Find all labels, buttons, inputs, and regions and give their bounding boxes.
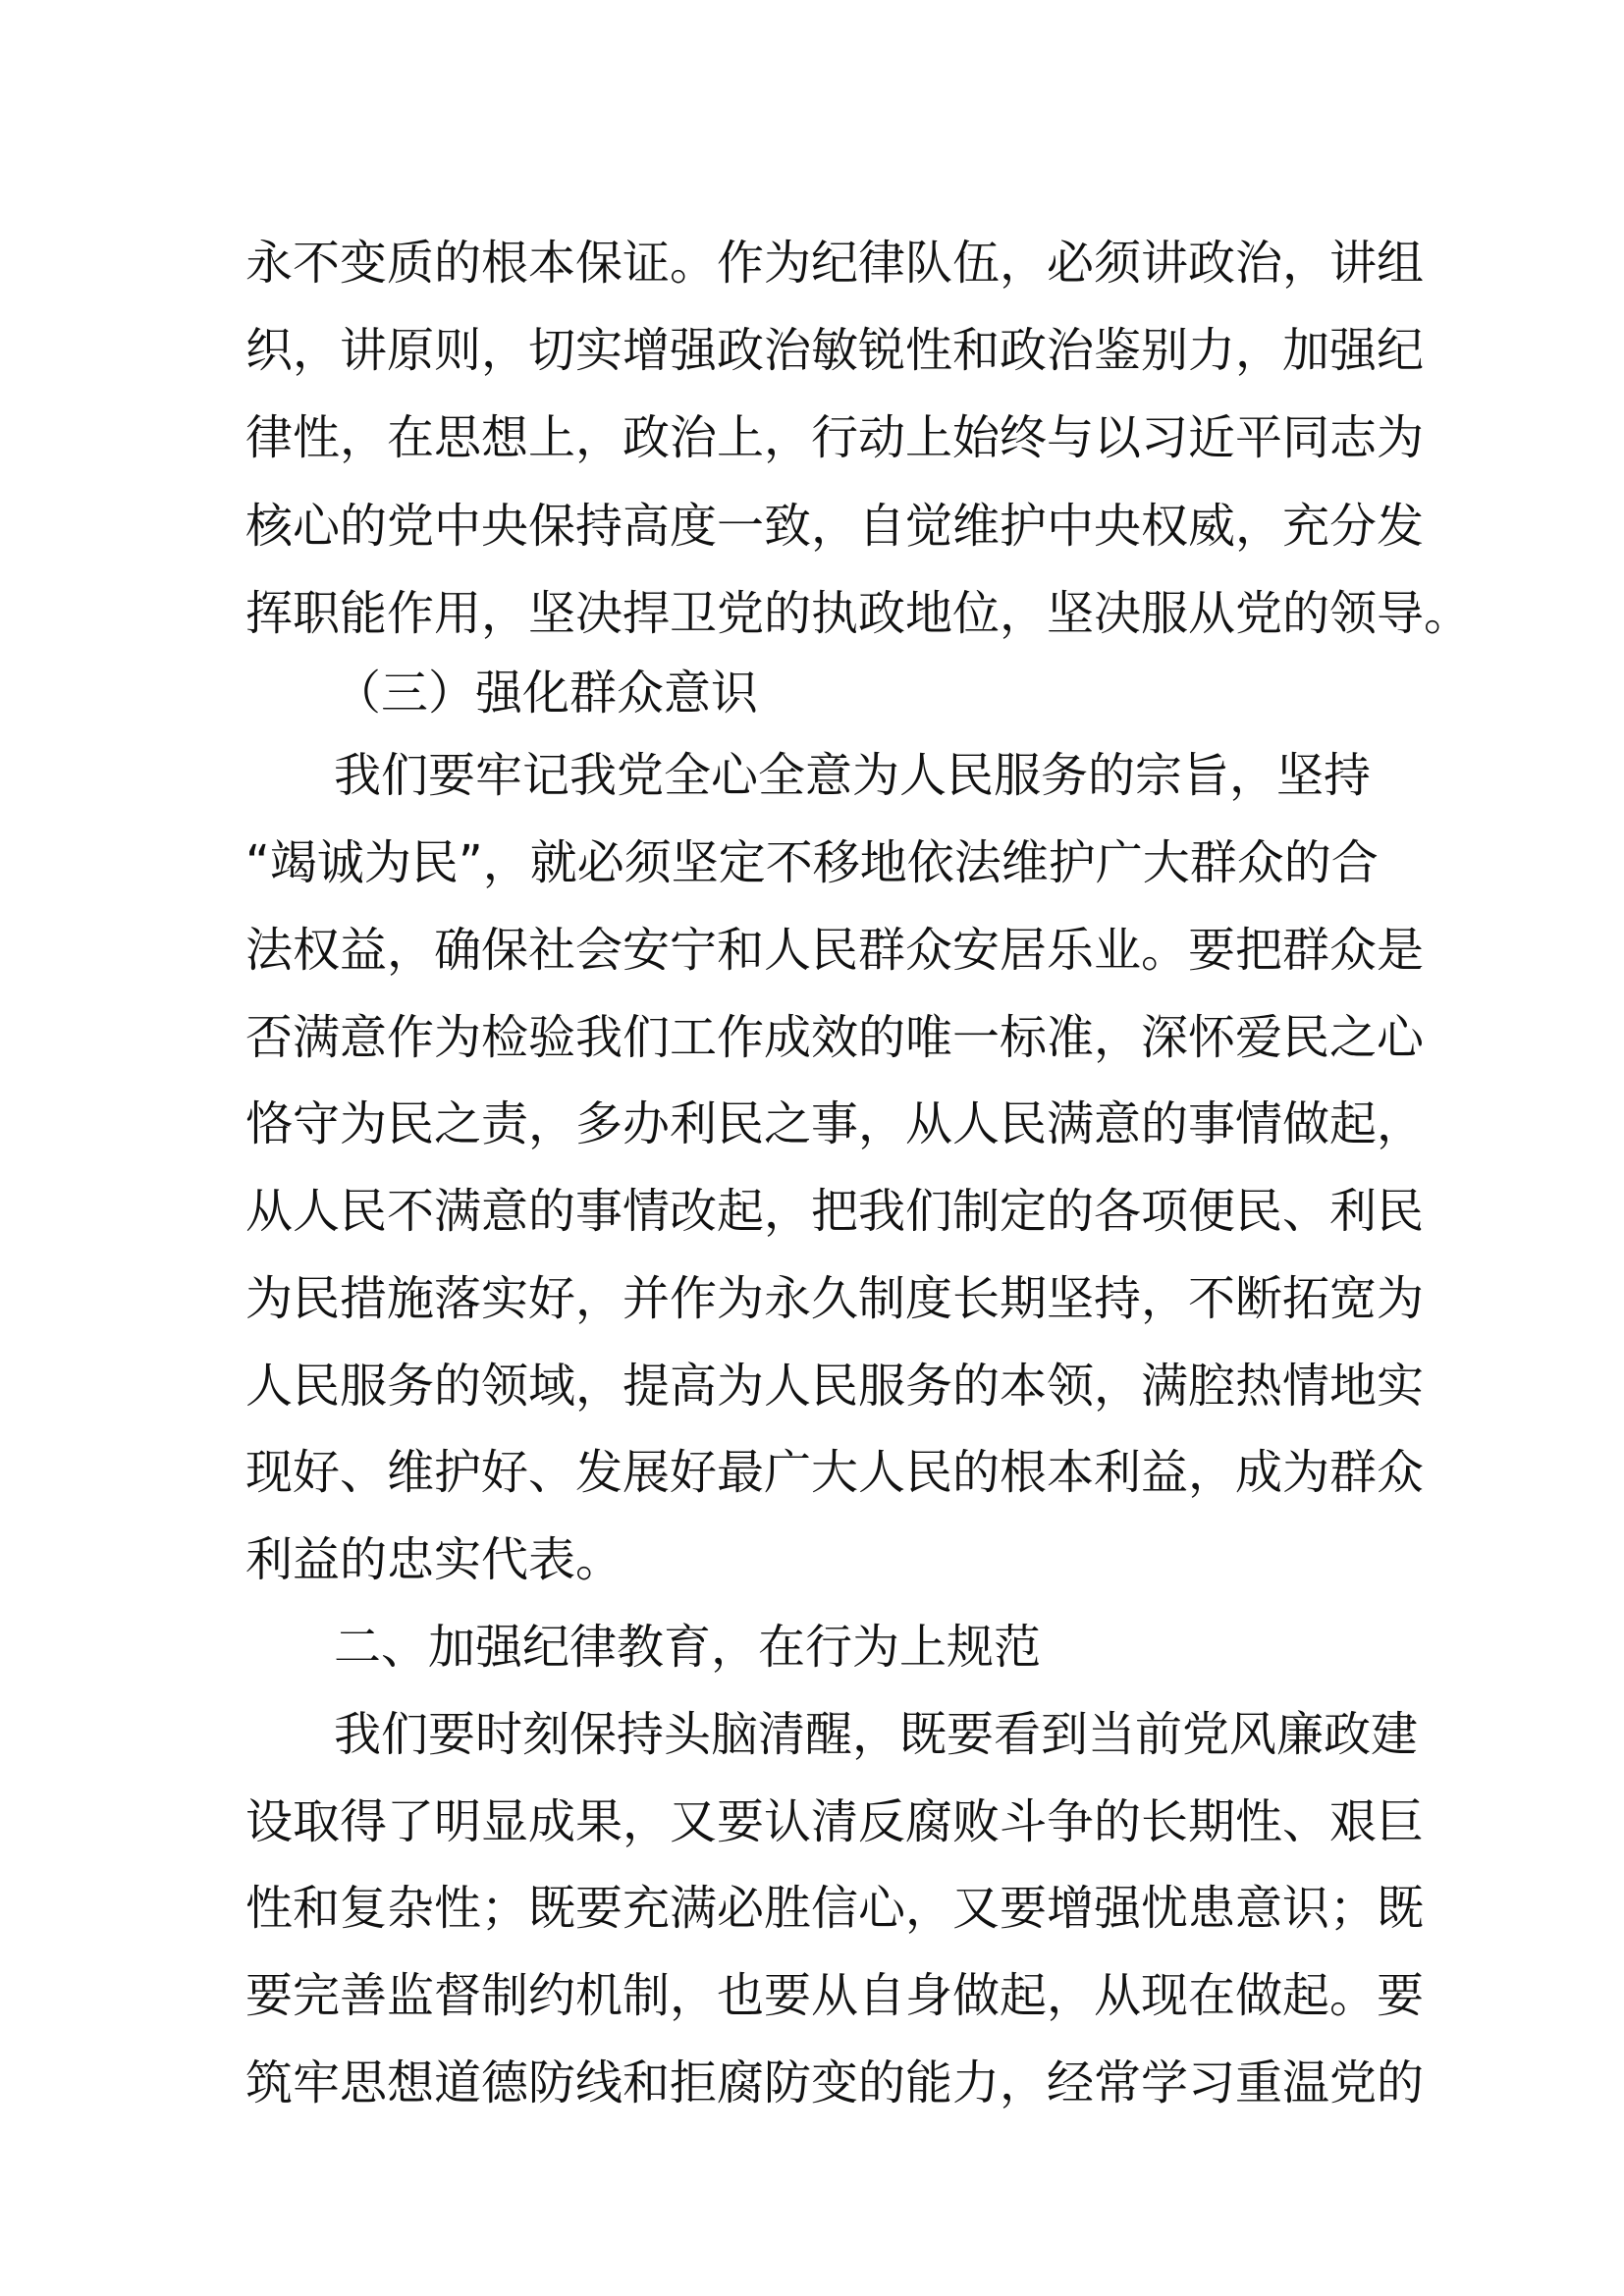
body-text-line: 要完善监督制约机制，也要从自身做起，从现在做起。要: [245, 1968, 1425, 2023]
body-text-line: 为民措施落实好，并作为永久制度长期坚持，不断拓宽为: [245, 1271, 1425, 1326]
body-text-line: 核心的党中央保持高度一致，自觉维护中央权威，充分发: [245, 499, 1425, 554]
body-text-line: 挥职能作用，坚决捍卫党的执政地位，坚决服从党的领导。: [245, 586, 1472, 641]
paragraph-first-line: 我们要时刻保持头脑清醒，既要看到当前党风廉政建: [334, 1707, 1419, 1762]
section-heading: 二、加强纪律教育，在行为上规范: [334, 1620, 1042, 1675]
section-heading: （三）强化群众意识: [334, 666, 759, 721]
body-text-line: 永不变质的根本保证。作为纪律队伍，必须讲政治，讲组: [245, 236, 1425, 291]
body-text-line: 设取得了明显成果，又要认清反腐败斗争的长期性、艰巨: [245, 1794, 1425, 1849]
body-text-line: 性和复杂性；既要充满必胜信心，又要增强忧患意识；既: [245, 1881, 1425, 1936]
body-text-line: 从人民不满意的事情改起，把我们制定的各项便民、利民: [245, 1184, 1425, 1239]
paragraph-first-line: 我们要牢记我党全心全意为人民服务的宗旨，坚持: [334, 748, 1372, 803]
body-text-line: 恪守为民之责，多办利民之事，从人民满意的事情做起，: [245, 1096, 1425, 1151]
body-text-line: 利益的忠实代表。: [245, 1532, 623, 1587]
body-text-line: 人民服务的领域，提高为人民服务的本领，满腔热情地实: [245, 1359, 1425, 1414]
body-text-line: 律性，在思想上，政治上，行动上始终与以习近平同志为: [245, 410, 1425, 465]
body-text-line: 现好、维护好、发展好最广大人民的根本利益，成为群众: [245, 1445, 1425, 1500]
body-text-line: 法权益，确保社会安宁和人民群众安居乐业。要把群众是: [245, 923, 1425, 978]
body-text-line: “竭诚为民”，就必须坚定不移地依法维护广大群众的合: [245, 835, 1379, 890]
body-text-line: 否满意作为检验我们工作成效的唯一标准，深怀爱民之心: [245, 1010, 1425, 1065]
body-text-line: 筑牢思想道德防线和拒腐防变的能力，经常学习重温党的: [245, 2056, 1425, 2110]
body-text-line: 织，讲原则，切实增强政治敏锐性和政治鉴别力，加强纪: [245, 323, 1425, 378]
